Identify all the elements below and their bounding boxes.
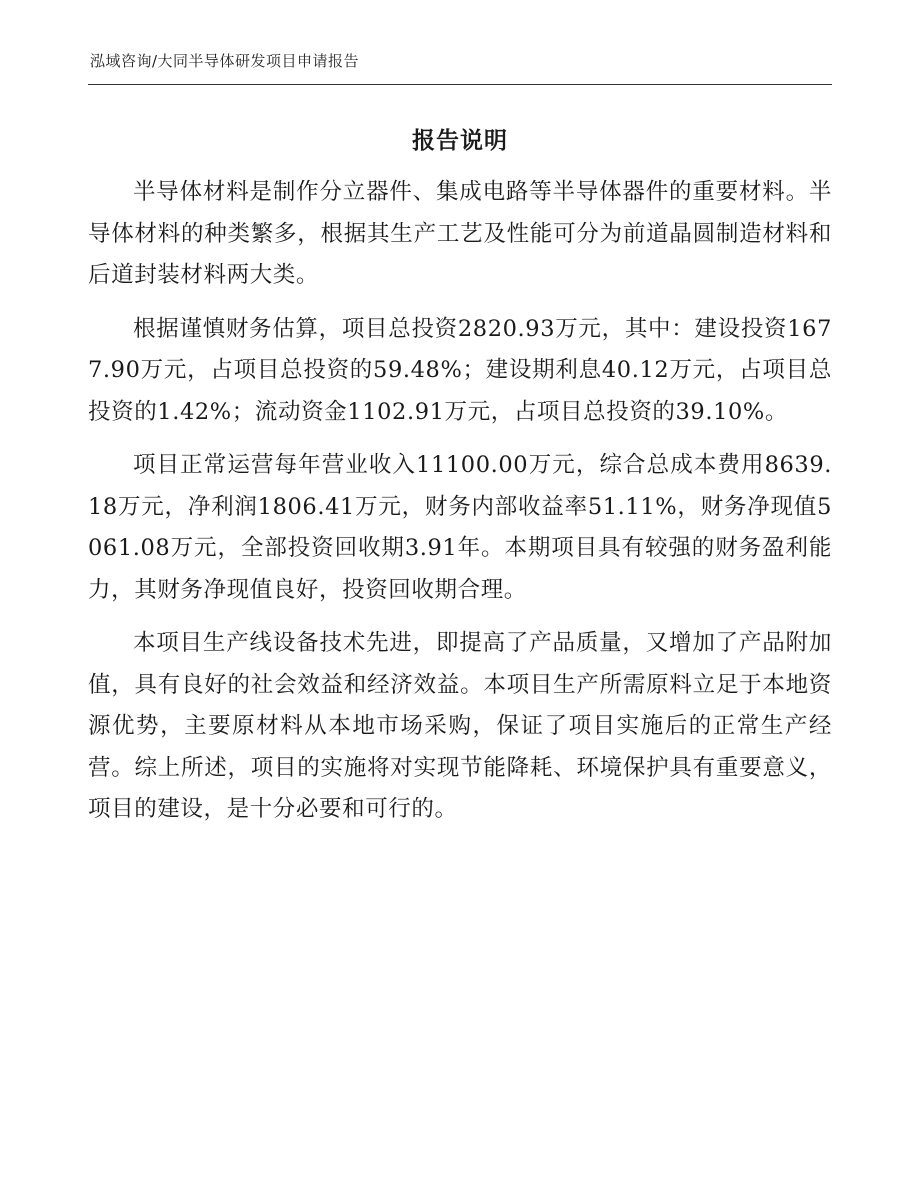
paragraph-conclusion: 本项目生产线设备技术先进，即提高了产品质量，又增加了产品附加值，具有良好的社会效益和经济效益。本项目生产所需原料立足于本地资源优势，主要原材料从本地市场采购，保证了项目实施后的正常生产经营。综上所述，项目的实施将对实现节能降耗、环境保护具有重要意义，项目的建设，是十分必要和可行的。 [88, 630, 832, 822]
paragraph-investment: 根据谨慎财务估算，项目总投资2820.93万元，其中：建设投资1677.90万元，占项目总投资的59.48%；建设期利息40.12万元，占项目总投资的1.42%；流动资金1102.91万元，占项目总投资的39.10%。 [88, 315, 832, 425]
paragraph-financials: 项目正常运营每年营业收入11100.00万元，综合总成本费用8639.18万元，净利润1806.41万元，财务内部收益率51.11%，财务净现值5061.08万元，全部投资回收期3.91年。本期项目具有较强的财务盈利能力，其财务净现值良好，投资回收期合理。 [88, 452, 832, 603]
header-divider [88, 84, 832, 85]
page-header: 泓域咨询/大同半导体研发项目申请报告 [90, 52, 360, 70]
document-body [88, 172, 832, 843]
document-title: 报告说明 [412, 128, 508, 154]
paragraph-intro: 半导体材料是制作分立器件、集成电路等半导体器件的重要材料。半导体材料的种类繁多，根据其生产工艺及性能可分为前道晶圆制造材料和后道封装材料两大类。 [88, 179, 832, 288]
